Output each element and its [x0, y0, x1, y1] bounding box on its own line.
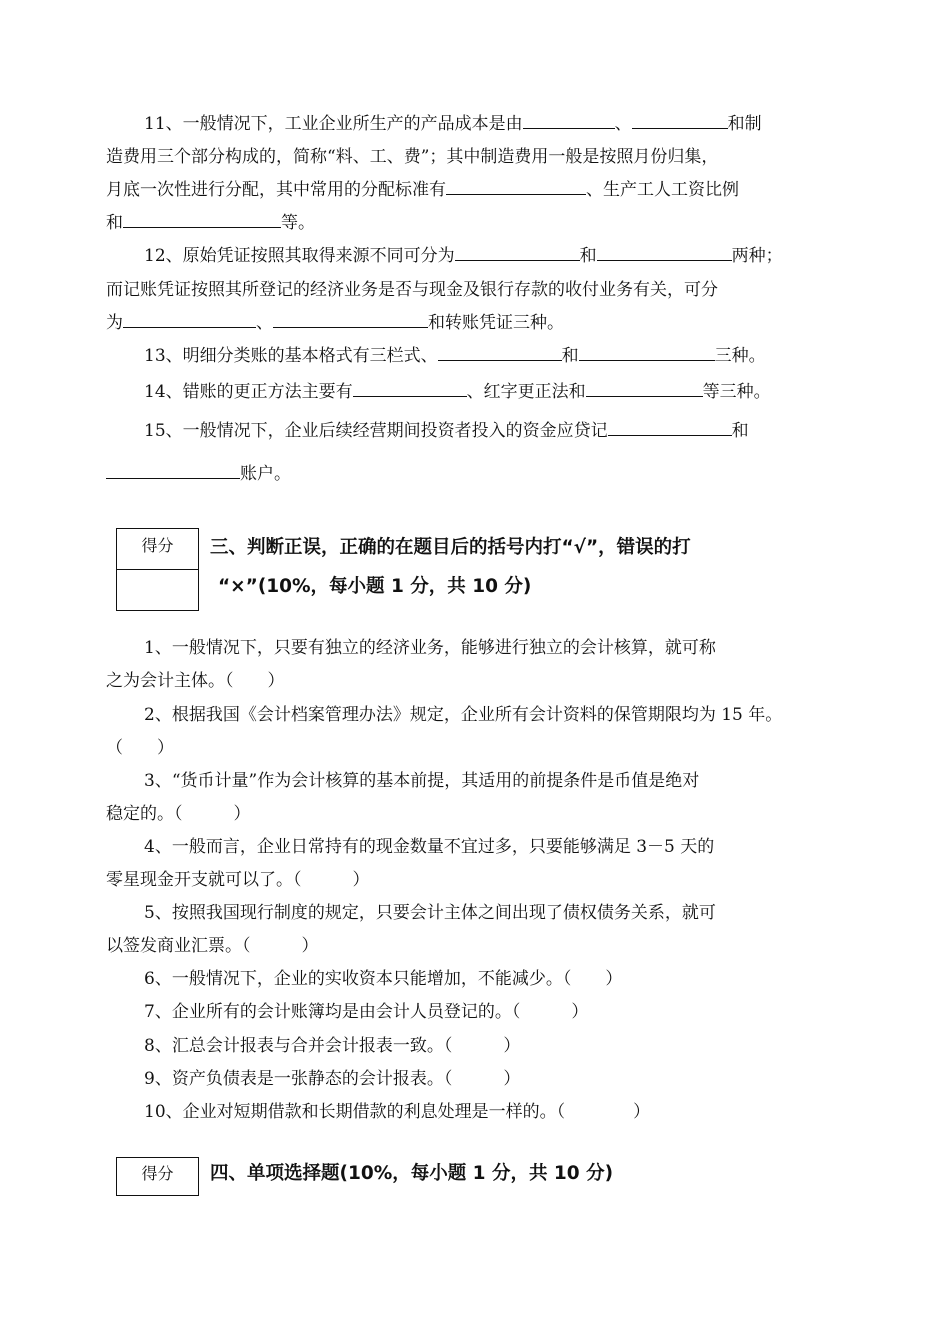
score-label: 得分 [141, 536, 174, 555]
s3-item-3-line1: 3、“货币计量”作为会计核算的基本前提，其适用的前提条件是币值是绝对 [144, 771, 700, 791]
score-box [116, 528, 199, 611]
blank-field[interactable] [123, 212, 281, 228]
s3-item-8: 8、汇总会计报表与合并会计报表一致。（ ） [144, 1036, 521, 1056]
q14-line: 14、错账的更正方法主要有 、红字更正法和 等三种。 [144, 382, 771, 402]
blank-field[interactable] [455, 245, 580, 261]
q15-line1: 15、一般情况下，企业后续经营期间投资者投入的资金应贷记 和 [144, 421, 749, 441]
blank-field[interactable] [608, 420, 732, 436]
q11-line3: 月底一次性进行分配，其中常用的分配标准有 、生产工人工资比例 [106, 180, 739, 200]
blank-field[interactable] [632, 113, 728, 129]
blank-field[interactable] [438, 345, 562, 361]
s3-item-10: 10、企业对短期借款和长期借款的利息处理是一样的。（ ） [144, 1102, 651, 1122]
blank-field[interactable] [273, 312, 428, 328]
s3-item-6: 6、一般情况下，企业的实收资本只能增加，不能减少。（ ） [144, 969, 623, 989]
s3-item-7: 7、企业所有的会计账簿均是由会计人员登记的。（ ） [144, 1002, 589, 1022]
blank-field[interactable] [579, 345, 715, 361]
q11-line1: 11、一般情况下，工业企业所生产的产品成本是由 、 和制 [144, 114, 762, 134]
q12-line3: 为 、 和转账凭证三种。 [106, 313, 564, 333]
q13-line: 13、明细分类账的基本格式有三栏式、 和 三种。 [144, 346, 766, 366]
blank-field[interactable] [123, 312, 256, 328]
blank-field[interactable] [106, 463, 240, 479]
s3-item-4-line1: 4、一般而言，企业日常持有的现金数量不宜过多，只要能够满足 3－5 天的 [144, 837, 715, 857]
q15-line2: 账户。 [106, 463, 291, 485]
s3-item-5-line2: 以签发商业汇票。（ ） [106, 936, 319, 956]
section3-title-line1: 三、判断正误，正确的在题目后的括号内打“√”，错误的打 [210, 537, 691, 558]
s3-item-4-line2: 零星现金开支就可以了。（ ） [106, 870, 370, 890]
section4-title: 四、单项选择题(10%，每小题 1 分，共 10 分) [210, 1163, 614, 1184]
s3-item-2-line2: （ ） [106, 738, 174, 758]
score-label: 得分 [141, 1164, 174, 1183]
q11-line4: 和 等。 [106, 213, 315, 233]
s3-item-5-line1: 5、按照我国现行制度的规定，只要会计主体之间出现了债权债务关系，就可 [144, 903, 716, 923]
blank-field[interactable] [353, 381, 467, 397]
s3-item-1-line1: 1、一般情况下，只要有独立的经济业务，能够进行独立的会计核算，就可称 [144, 638, 716, 658]
s3-item-9: 9、资产负债表是一张静态的会计报表。（ ） [144, 1069, 521, 1089]
blank-field[interactable] [446, 179, 586, 195]
blank-field[interactable] [523, 113, 615, 129]
s3-item-1-line2: 之为会计主体。（ ） [106, 671, 285, 691]
blank-field[interactable] [597, 245, 732, 261]
section3-title-line2: “×”(10%，每小题 1 分，共 10 分) [218, 576, 532, 597]
q11-line2: 造费用三个部分构成的，简称“料、工、费”；其中制造费用一般是按照月份归集， [106, 147, 719, 167]
q12-line1: 12、原始凭证按照其取得来源不同可分为 和 两种； [144, 246, 783, 266]
s3-item-3-line2: 稳定的。（ ） [106, 804, 251, 824]
score-divider [117, 569, 198, 570]
score-box [116, 1157, 199, 1196]
s3-item-2-line1: 2、根据我国《会计档案管理办法》规定，企业所有会计资料的保管期限均为 15 年。 [144, 705, 783, 725]
blank-field[interactable] [586, 381, 703, 397]
q12-line2: 而记账凭证按照其所登记的经济业务是否与现金及银行存款的收付业务有关，可分 [106, 280, 718, 300]
